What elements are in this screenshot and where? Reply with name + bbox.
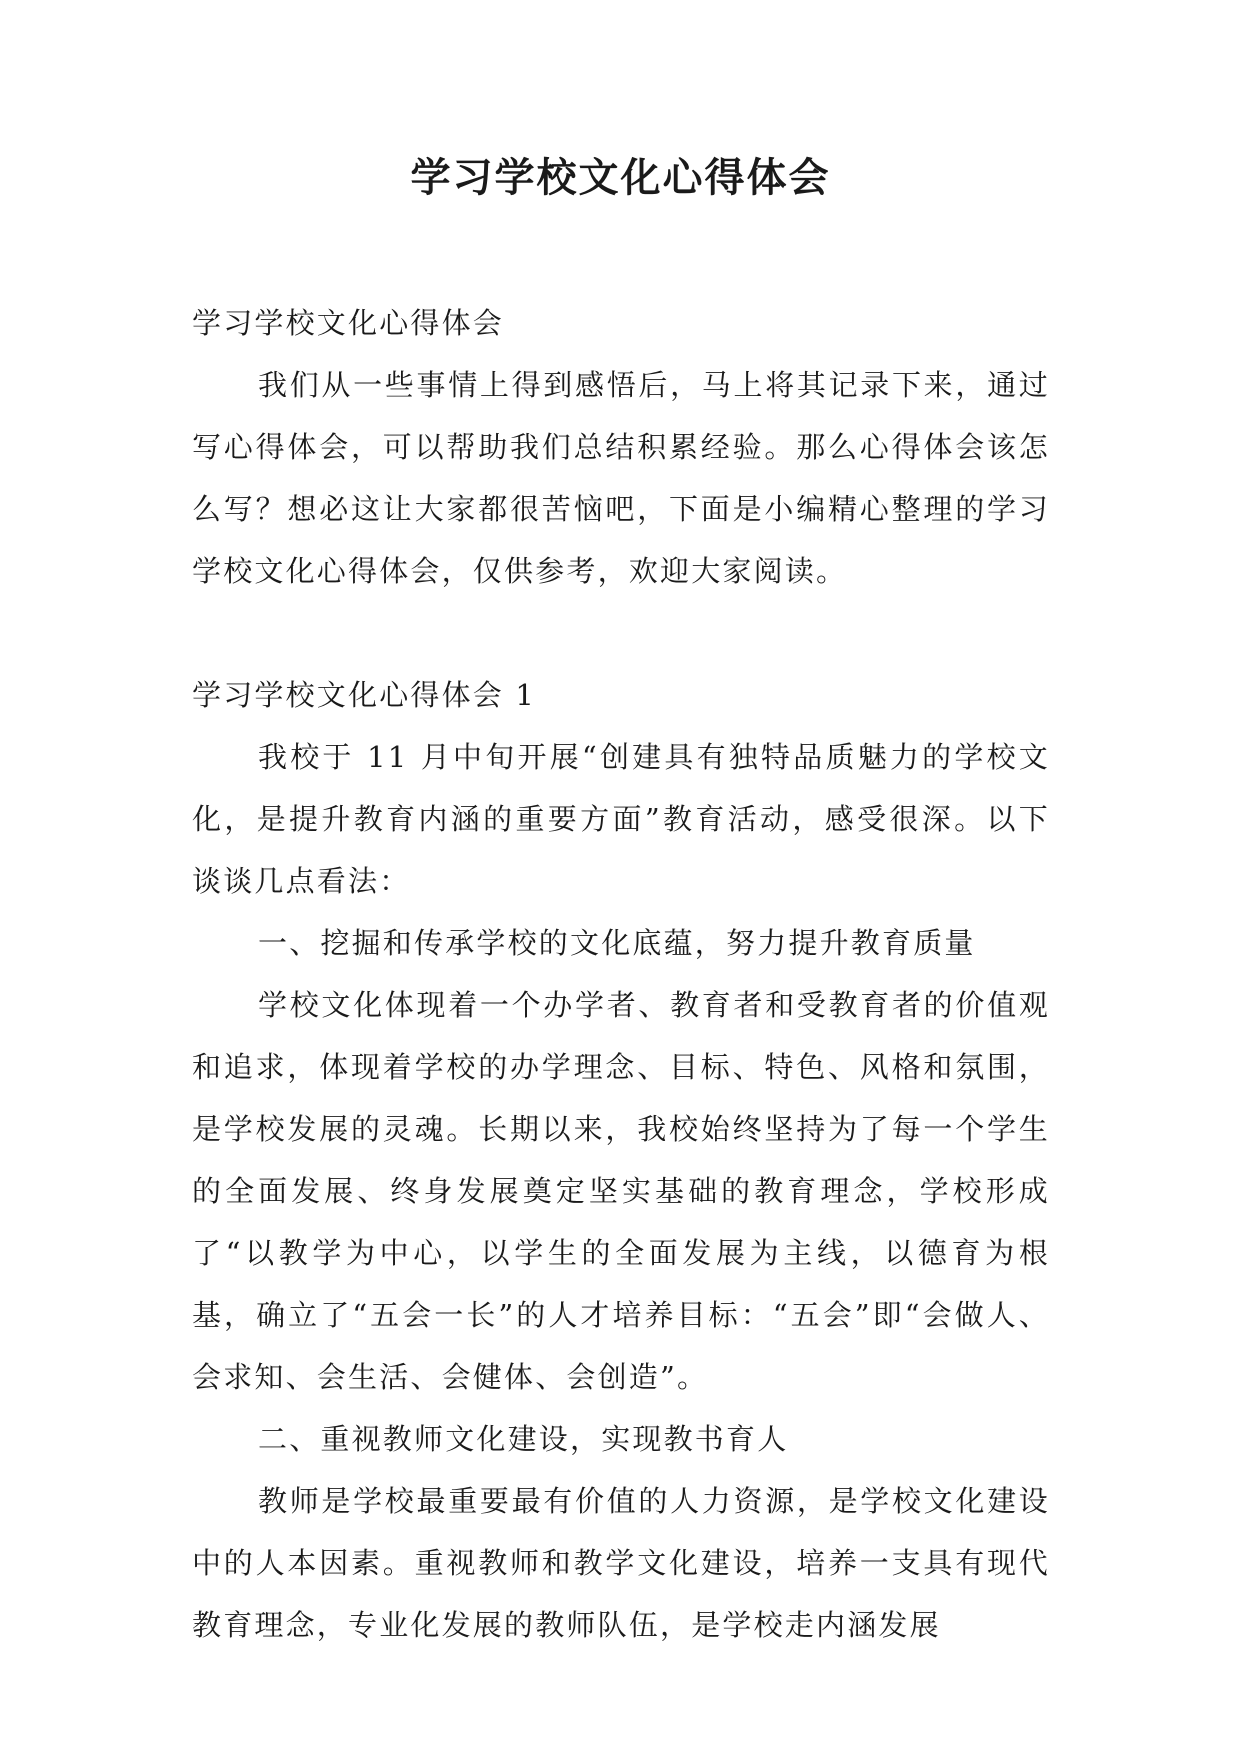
document-subtitle: 学习学校文化心得体会 — [192, 306, 505, 340]
document-body — [192, 292, 1050, 1656]
subheading-1: 一、挖掘和传承学校的文化底蕴，努力提升教育质量 — [258, 926, 976, 960]
paragraph: 我校于 11 月中旬开展“创建具有独特品质魅力的学校文化，是提升教育内涵的重要方面”教育活动，感受很深。以下谈谈几点看法： — [192, 740, 1050, 898]
paragraph: 学校文化体现着一个办学者、教育者和受教育者的价值观和追求，体现着学校的办学理念、目标、特色、风格和氛围，是学校发展的灵魂。长期以来，我校始终坚持为了每一个学生的全面发展、终身发展奠定坚实基础的教育理念，学校形成了“以教学为中心，以学生的全面发展为主线，以德育为根基，确立了“五会一长”的人才培养目标：“五会”即“会做人、会求知、会生活、会健体、会创造”。 — [192, 988, 1050, 1394]
section-title: 学习学校文化心得体会 1 — [192, 678, 537, 712]
paragraph: 教师是学校最重要最有价值的人力资源，是学校文化建设中的人本因素。重视教师和教学文化建设，培养一支具有现代教育理念，专业化发展的教师队伍，是学校走内涵发展 — [192, 1484, 1050, 1642]
document-title: 学习学校文化心得体会 — [410, 154, 831, 201]
subheading-2: 二、重视教师文化建设，实现教书育人 — [258, 1422, 789, 1456]
intro-paragraph: 我们从一些事情上得到感悟后，马上将其记录下来，通过写心得体会，可以帮助我们总结积累经验。那么心得体会该怎么写？想必这让大家都很苦恼吧，下面是小编精心整理的学习学校文化心得体会，仅供参考，欢迎大家阅读。 — [192, 368, 1050, 588]
